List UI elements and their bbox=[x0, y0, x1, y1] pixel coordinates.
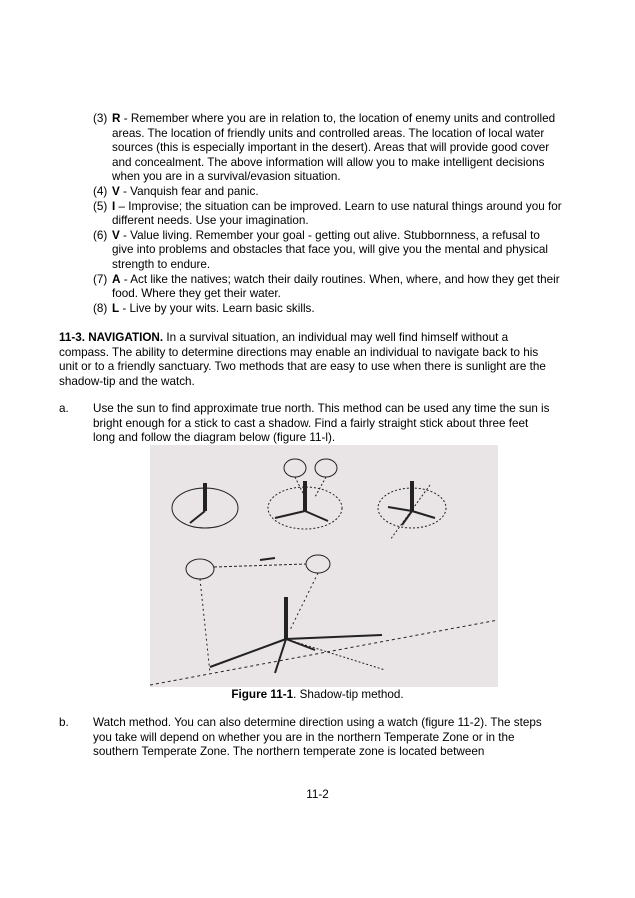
list-item-letter: V bbox=[112, 228, 120, 242]
caption-label: Figure 11-1 bbox=[231, 688, 294, 701]
list-item-letter: R bbox=[112, 112, 121, 125]
list-item-letter: L bbox=[112, 301, 120, 315]
list-item bbox=[93, 112, 563, 185]
list-item-number: (3) bbox=[93, 112, 108, 125]
step-b bbox=[59, 716, 551, 760]
sun-marker-2 bbox=[315, 459, 337, 477]
list-item bbox=[93, 229, 563, 273]
caption-text: . Shadow-tip method. bbox=[293, 688, 404, 701]
section-heading: 11-3. NAVIGATION. bbox=[59, 331, 164, 344]
list-item-number: (6) bbox=[93, 228, 108, 242]
step-label: a. bbox=[59, 402, 69, 415]
list-item bbox=[93, 273, 563, 302]
shadow-1 bbox=[190, 511, 205, 523]
list-item-text: - Vanquish fear and panic. bbox=[119, 184, 259, 198]
list-item-number: (4) bbox=[93, 184, 108, 198]
page-number: 11-2 bbox=[306, 788, 329, 801]
step-label: b. bbox=[59, 716, 69, 729]
list-item-letter: I bbox=[112, 199, 116, 213]
survival-list bbox=[93, 112, 563, 316]
list-item bbox=[93, 302, 563, 317]
step-text: Watch method. You can also determine direction using a watch (figure 11-2). The steps you take will depend on whether you are in the northern Temperate Zone or in the southern Temperate Zone. The northern temperate zone is located between bbox=[93, 716, 542, 759]
list-item-number: (5) bbox=[93, 199, 108, 213]
figure-caption bbox=[0, 688, 635, 701]
navigation-paragraph bbox=[59, 331, 549, 389]
step-text: Use the sun to find approximate true north. This method can be used any time the sun is bright enough for a stick to cast a shadow. Find a fairly straight stick about three feet long and follow the diagram below (figure 11-l). bbox=[93, 402, 550, 445]
paragraph-text: In a survival situation, an individual may well find himself without a compass. The ability to determine directions may enable an individual to navigate back to his unit or to a friendly sanctuary. Two methods that are easy to use when there is sunlight are the shadow-tip and the watch. bbox=[59, 331, 546, 388]
list-item-number: (8) bbox=[93, 301, 108, 315]
list-item bbox=[93, 185, 563, 200]
list-item bbox=[93, 200, 563, 229]
list-item-text: - Act like the natives; watch their daily routines. When, where, and how they get their food. Where they get their water. bbox=[112, 272, 560, 301]
list-item-text: - Live by your wits. Learn basic skills. bbox=[119, 301, 315, 315]
list-item-letter: V bbox=[112, 184, 120, 198]
sun-marker-3 bbox=[186, 559, 214, 579]
list-item-letter: A bbox=[112, 272, 121, 286]
list-item-text: – Improvise; the situation can be improved. Learn to use natural things around you for different needs. Use your imagination. bbox=[112, 199, 562, 228]
list-item-number: (7) bbox=[93, 272, 108, 286]
list-item-text: - Value living. Remember your goal - getting out alive. Stubbornness, a refusal to give into problems and obstacles that face you, will give you the mental and physical strength to endure. bbox=[112, 228, 548, 271]
step-a bbox=[59, 402, 551, 446]
sun-marker-4 bbox=[306, 555, 330, 573]
shadow-tip-diagram bbox=[150, 445, 498, 687]
sun-marker-1 bbox=[284, 459, 306, 477]
list-item-text: - Remember where you are in relation to, the location of enemy units and controlled areas. The location of friendly units and controlled areas. The location of local water sources (this is especially important in the desert). Areas that will provide good cover and concealment. The above information will allow you to make intelligent decisions when you are in a survival/evasion situation. bbox=[112, 112, 556, 184]
shadow-tip-figure bbox=[150, 445, 498, 687]
